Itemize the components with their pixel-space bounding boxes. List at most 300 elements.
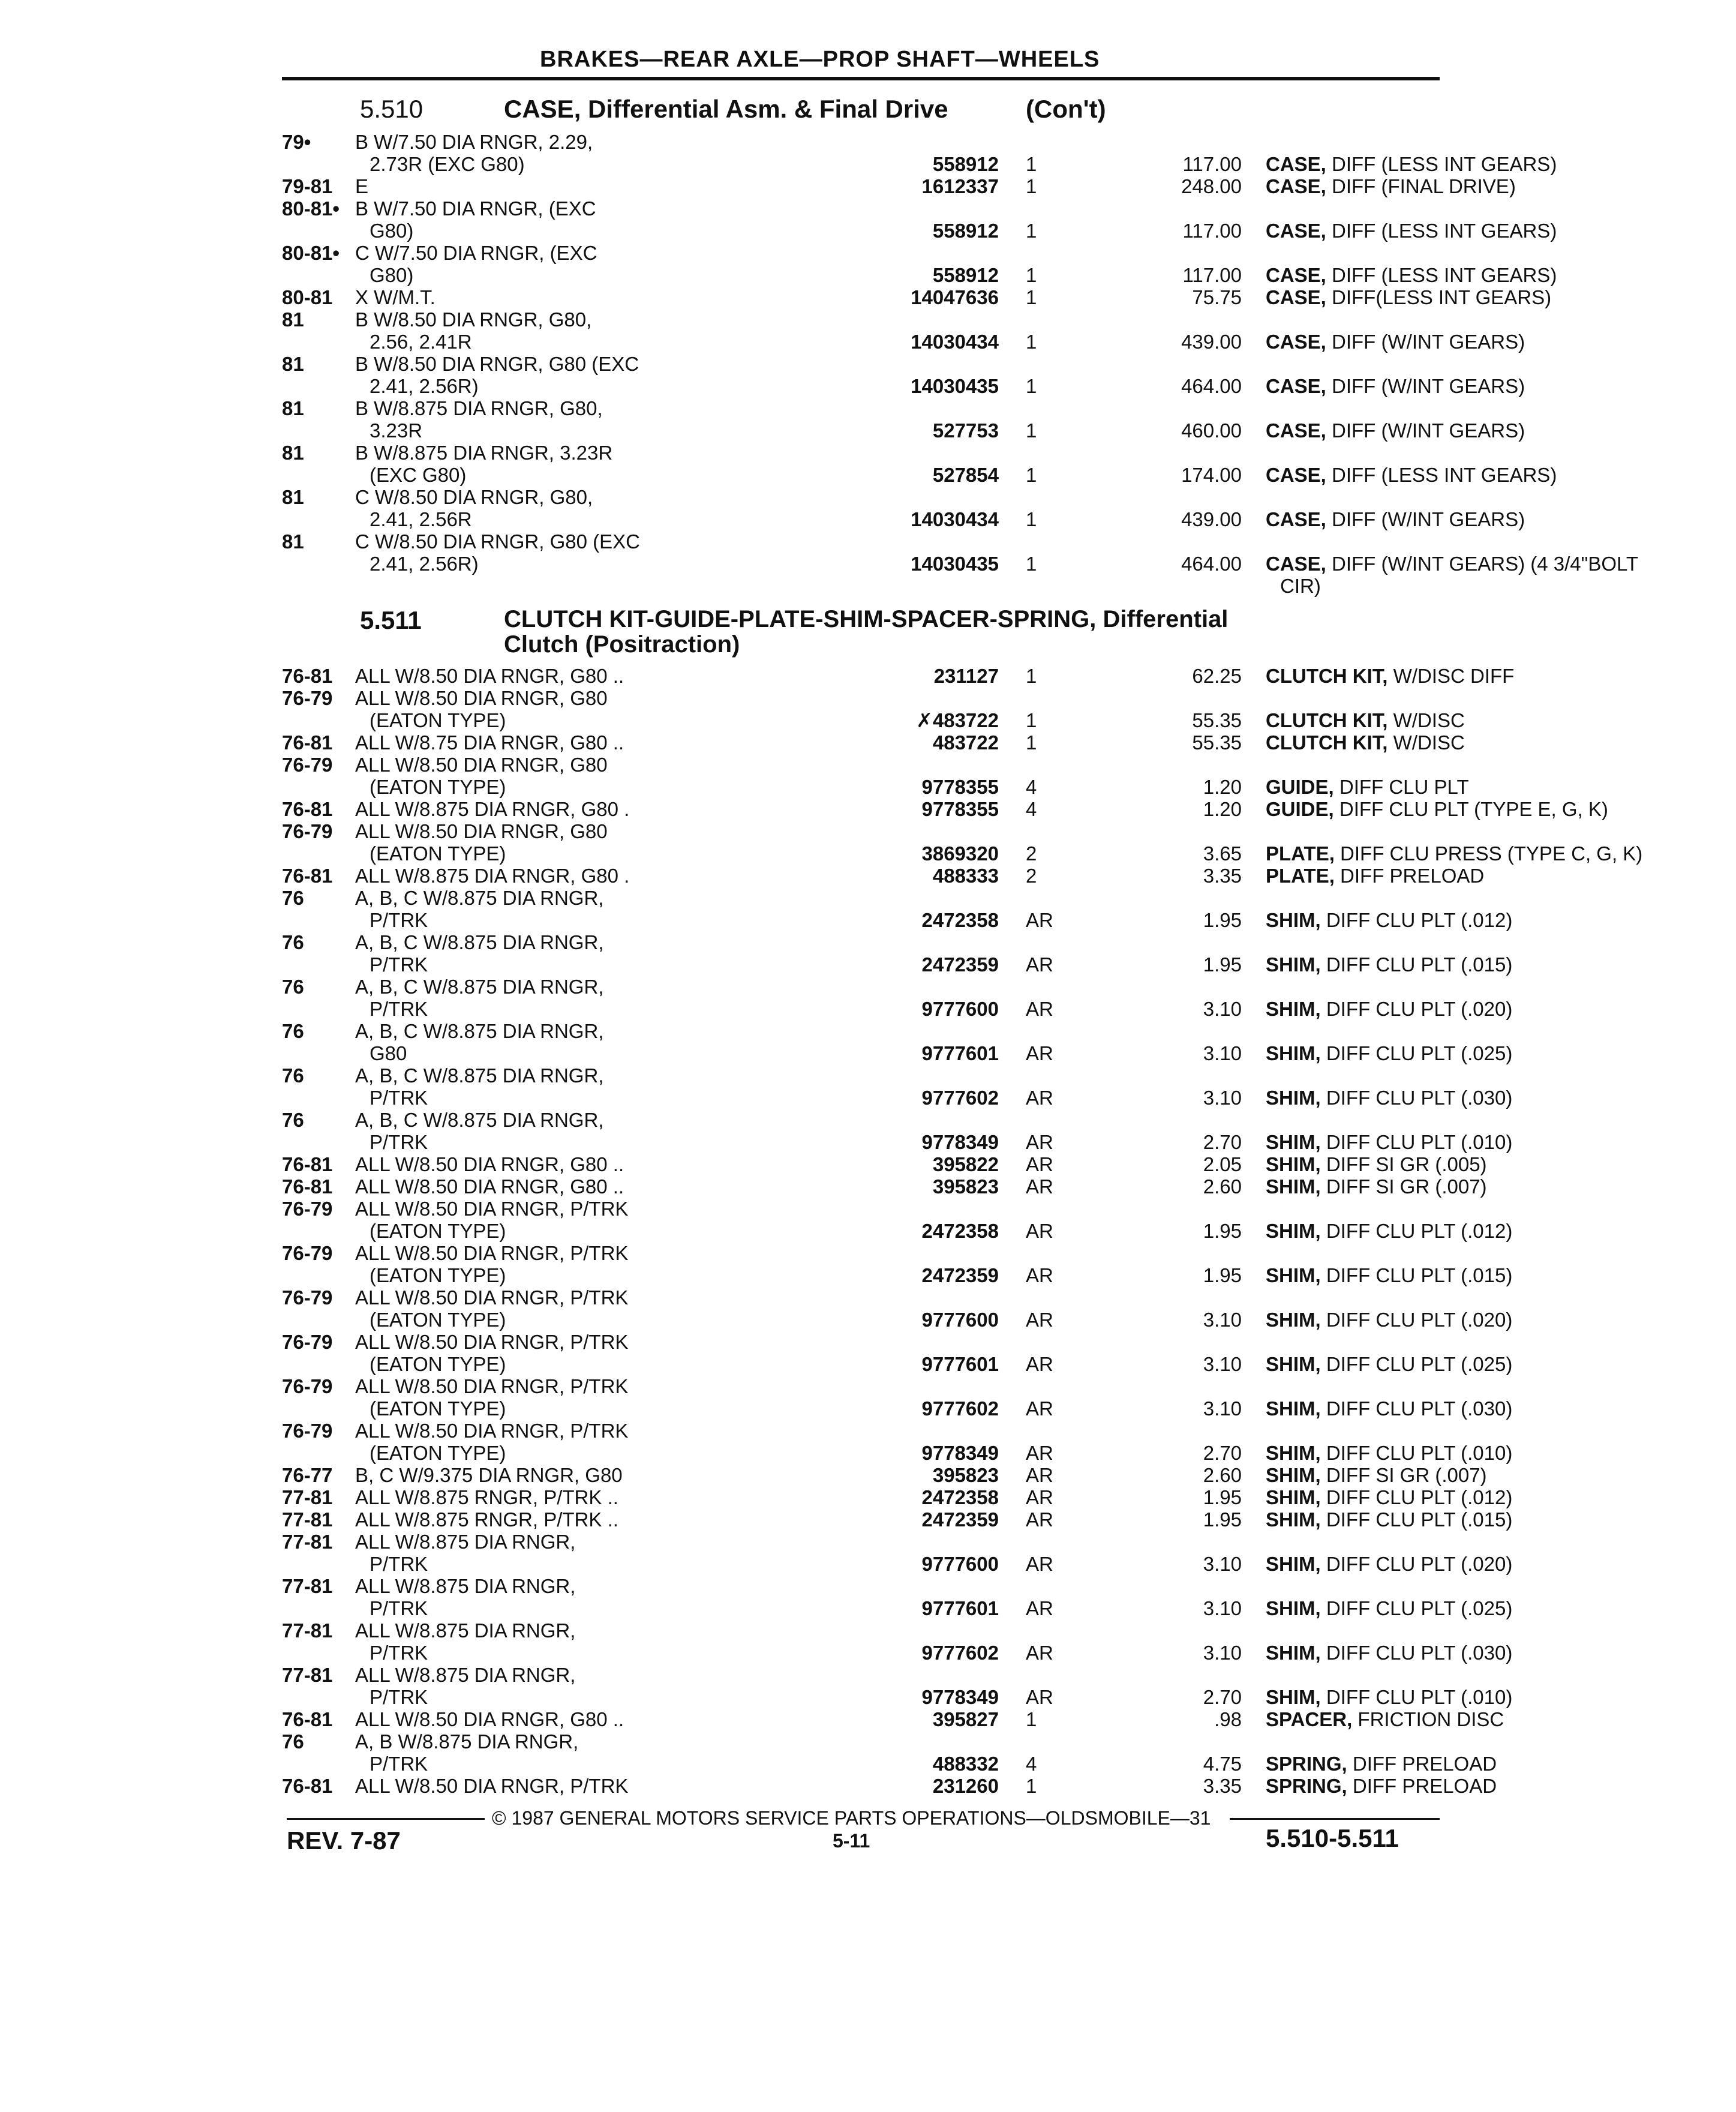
- part-number: 9777600: [921, 998, 999, 1020]
- part-description: PLATE, DIFF CLU PRESS (TYPE C, G, K): [1266, 842, 1643, 865]
- part-description-cont: CIR): [1280, 575, 1321, 597]
- quantity: 4: [1026, 798, 1037, 820]
- model-year: 76-79: [282, 1286, 333, 1309]
- price: 3.10: [1203, 1309, 1242, 1331]
- section-510-table: [282, 131, 1639, 597]
- part-description: SHIM, DIFF CLU PLT (.030): [1266, 1642, 1513, 1664]
- model-year: 77-81: [282, 1619, 333, 1642]
- part-description: GUIDE, DIFF CLU PLT (TYPE E, G, K): [1266, 798, 1608, 820]
- part-description: CASE, DIFF (FINAL DRIVE): [1266, 175, 1516, 197]
- table-row: [282, 1064, 1513, 1109]
- model-description: A, B, C W/8.875 DIA RNGR,: [355, 1020, 604, 1042]
- part-description: CASE, DIFF (LESS INT GEARS): [1266, 220, 1557, 242]
- table-row: [282, 131, 1557, 175]
- model-description-cont: (EATON TYPE): [370, 1309, 506, 1331]
- quantity: 1: [1026, 375, 1037, 397]
- table-row: [282, 530, 1639, 597]
- price: 55.35: [1192, 709, 1242, 731]
- model-description-cont: P/TRK: [370, 1553, 428, 1575]
- part-description: GUIDE, DIFF CLU PLT: [1266, 776, 1469, 798]
- model-year: 79•: [282, 131, 311, 153]
- table-row: [282, 1708, 1504, 1730]
- model-description: C W/7.50 DIA RNGR, (EXC: [355, 242, 597, 264]
- model-year: 76: [282, 1020, 304, 1042]
- table-row: [282, 931, 1513, 976]
- table-row: [282, 1020, 1513, 1064]
- quantity: AR: [1026, 1353, 1053, 1375]
- table-row: [282, 286, 1552, 308]
- quantity: 1: [1026, 553, 1037, 575]
- part-number: 3869320: [921, 842, 999, 865]
- table-row: [282, 976, 1513, 1020]
- section-510-number: 5.510: [360, 95, 424, 123]
- model-year: 76-79: [282, 754, 333, 776]
- table-row: [282, 1109, 1513, 1153]
- part-description: CASE, DIFF(LESS INT GEARS): [1266, 286, 1552, 308]
- price: 1.95: [1203, 909, 1242, 931]
- quantity: AR: [1026, 1131, 1053, 1153]
- quantity: 1: [1026, 286, 1037, 308]
- price: 2.05: [1203, 1153, 1242, 1175]
- part-number: 9778349: [921, 1131, 999, 1153]
- price: 1.20: [1203, 776, 1242, 798]
- quantity: AR: [1026, 909, 1053, 931]
- section-510-title: CASE, Differential Asm. & Final Drive: [504, 95, 948, 123]
- table-row: [282, 353, 1525, 397]
- model-description-cont: P/TRK: [370, 1753, 428, 1775]
- price: 3.10: [1203, 1087, 1242, 1109]
- part-number: 395827: [932, 1708, 999, 1730]
- table-row: [282, 442, 1557, 486]
- quantity: 1: [1026, 731, 1037, 754]
- model-description: B W/8.50 DIA RNGR, G80,: [355, 308, 592, 331]
- table-row: [282, 1508, 1513, 1531]
- part-number: 9778349: [921, 1686, 999, 1708]
- table-row: [282, 1375, 1513, 1420]
- table-row: [282, 197, 1557, 242]
- model-description-cont: (EATON TYPE): [370, 1220, 506, 1242]
- quantity: 1: [1026, 153, 1037, 175]
- quantity: AR: [1026, 1153, 1053, 1175]
- model-description: ALL W/8.50 DIA RNGR, G80 ..: [355, 1153, 624, 1175]
- part-number: 9778355: [921, 798, 999, 820]
- quantity: 1: [1026, 264, 1037, 286]
- model-year: 76-81: [282, 865, 333, 887]
- price: 2.70: [1203, 1131, 1242, 1153]
- model-description: ALL W/8.50 DIA RNGR, P/TRK: [355, 1375, 629, 1397]
- model-year: 81: [282, 353, 304, 375]
- price: 3.10: [1203, 1553, 1242, 1575]
- price: 55.35: [1192, 731, 1242, 754]
- part-description: SHIM, DIFF CLU PLT (.025): [1266, 1597, 1513, 1619]
- model-year: 76-81: [282, 1708, 333, 1730]
- table-row: [282, 754, 1469, 798]
- price: 464.00: [1181, 375, 1242, 397]
- model-description: ALL W/8.875 DIA RNGR,: [355, 1619, 576, 1642]
- table-row: [282, 1464, 1487, 1486]
- price: 174.00: [1181, 464, 1242, 486]
- model-description: ALL W/8.875 DIA RNGR,: [355, 1575, 576, 1597]
- part-number: 9777600: [921, 1309, 999, 1331]
- model-description-cont: (EATON TYPE): [370, 1397, 506, 1420]
- part-description: SHIM, DIFF CLU PLT (.025): [1266, 1042, 1513, 1064]
- quantity: 1: [1026, 709, 1037, 731]
- part-description: SHIM, DIFF CLU PLT (.015): [1266, 953, 1513, 976]
- model-description: ALL W/8.50 DIA RNGR, G80 ..: [355, 665, 624, 687]
- model-year: 76-79: [282, 1331, 333, 1353]
- model-description: ALL W/8.50 DIA RNGR, P/TRK: [355, 1198, 629, 1220]
- model-year: 76: [282, 1064, 304, 1087]
- quantity: AR: [1026, 998, 1053, 1020]
- table-row: [282, 1575, 1513, 1619]
- model-description: ALL W/8.875 RNGR, P/TRK ..: [355, 1508, 618, 1531]
- model-year: 77-81: [282, 1508, 333, 1531]
- part-description: CLUTCH KIT, W/DISC: [1266, 731, 1465, 754]
- price: 3.10: [1203, 1642, 1242, 1664]
- part-description: SHIM, DIFF CLU PLT (.012): [1266, 1220, 1513, 1242]
- model-year: 76-81: [282, 1175, 333, 1198]
- part-number: ✗483722: [916, 709, 999, 731]
- model-year: 76: [282, 931, 304, 953]
- section-reference: 5.510-5.511: [1266, 1824, 1399, 1852]
- quantity: AR: [1026, 1309, 1053, 1331]
- table-row: [282, 1730, 1497, 1775]
- table-row: [282, 687, 1465, 731]
- part-description: SHIM, DIFF CLU PLT (.015): [1266, 1264, 1513, 1286]
- quantity: AR: [1026, 1597, 1053, 1619]
- part-description: SHIM, DIFF CLU PLT (.030): [1266, 1087, 1513, 1109]
- part-number: 2472358: [921, 1220, 999, 1242]
- part-number: 2472359: [921, 953, 999, 976]
- price: 117.00: [1182, 264, 1242, 286]
- footer-rule-left: [287, 1818, 485, 1820]
- model-description: ALL W/8.50 DIA RNGR, G80: [355, 754, 608, 776]
- model-description-cont: (EXC G80): [370, 464, 467, 486]
- quantity: 4: [1026, 1753, 1037, 1775]
- part-description: CASE, DIFF (W/INT GEARS) (4 3/4"BOLT: [1266, 553, 1639, 575]
- page-number: 5-11: [833, 1830, 870, 1852]
- model-description-cont: (EATON TYPE): [370, 1353, 506, 1375]
- price: 3.10: [1203, 1042, 1242, 1064]
- table-row: [282, 308, 1525, 353]
- model-description: A, B, C W/8.875 DIA RNGR,: [355, 887, 604, 909]
- table-row: [282, 175, 1516, 197]
- part-number: 9777602: [921, 1642, 999, 1664]
- price: 117.00: [1182, 153, 1242, 175]
- price: .98: [1214, 1708, 1242, 1730]
- part-number: 14030435: [911, 553, 999, 575]
- quantity: 1: [1026, 665, 1037, 687]
- table-row: [282, 242, 1557, 286]
- model-year: 76-77: [282, 1464, 333, 1486]
- table-row: [282, 1286, 1513, 1331]
- model-description-cont: P/TRK: [370, 953, 428, 976]
- model-description: ALL W/8.875 DIA RNGR, G80 .: [355, 798, 630, 820]
- table-row: [282, 397, 1525, 442]
- price: 1.20: [1203, 798, 1242, 820]
- table-row: [282, 1242, 1513, 1286]
- part-description: SHIM, DIFF SI GR (.005): [1266, 1153, 1487, 1175]
- model-description: A, B, C W/8.875 DIA RNGR,: [355, 976, 604, 998]
- table-row: [282, 1153, 1487, 1175]
- model-description-cont: P/TRK: [370, 1597, 428, 1619]
- model-year: 76-81: [282, 1775, 333, 1797]
- part-description: SHIM, DIFF CLU PLT (.020): [1266, 998, 1513, 1020]
- part-number: 231260: [932, 1775, 999, 1797]
- price: 2.70: [1203, 1442, 1242, 1464]
- price: 2.70: [1203, 1686, 1242, 1708]
- running-title: BRAKES—REAR AXLE—PROP SHAFT—WHEELS: [540, 47, 1100, 72]
- part-description: CLUTCH KIT, W/DISC: [1266, 709, 1465, 731]
- price: 117.00: [1182, 220, 1242, 242]
- part-description: SHIM, DIFF CLU PLT (.020): [1266, 1553, 1513, 1575]
- part-number: 2472358: [921, 1486, 999, 1508]
- model-description: C W/8.50 DIA RNGR, G80 (EXC: [355, 530, 640, 553]
- part-number: 1612337: [921, 175, 999, 197]
- table-row: [282, 820, 1643, 865]
- model-year: 76-79: [282, 1375, 333, 1397]
- part-description: SHIM, DIFF CLU PLT (.012): [1266, 909, 1513, 931]
- model-description: C W/8.50 DIA RNGR, G80,: [355, 486, 593, 508]
- footer-rule-right: [1230, 1818, 1440, 1820]
- quantity: AR: [1026, 1397, 1053, 1420]
- part-description: CASE, DIFF (W/INT GEARS): [1266, 331, 1525, 353]
- part-description: CASE, DIFF (LESS INT GEARS): [1266, 464, 1557, 486]
- price: 2.60: [1203, 1175, 1242, 1198]
- quantity: 2: [1026, 865, 1037, 887]
- part-number: 558912: [932, 153, 999, 175]
- model-year: 81: [282, 442, 304, 464]
- model-year: 76: [282, 1730, 304, 1753]
- quantity: 1: [1026, 464, 1037, 486]
- quantity: AR: [1026, 1264, 1053, 1286]
- part-number: 9777601: [921, 1597, 999, 1619]
- model-description-cont: P/TRK: [370, 1087, 428, 1109]
- model-description: A, B, C W/8.875 DIA RNGR,: [355, 931, 604, 953]
- quantity: 2: [1026, 842, 1037, 865]
- model-description: B, C W/9.375 DIA RNGR, G80: [355, 1464, 623, 1486]
- part-number: 9777602: [921, 1397, 999, 1420]
- model-description: B W/8.875 DIA RNGR, 3.23R: [355, 442, 613, 464]
- model-description-cont: G80): [370, 220, 414, 242]
- part-number: 558912: [932, 264, 999, 286]
- table-row: [282, 1486, 1513, 1508]
- price: 2.60: [1203, 1464, 1242, 1486]
- part-number: 9778349: [921, 1442, 999, 1464]
- price: 3.65: [1203, 842, 1242, 865]
- table-row: [282, 1531, 1513, 1575]
- part-number: 9777602: [921, 1087, 999, 1109]
- part-number: 558912: [932, 220, 999, 242]
- price: 1.95: [1203, 1486, 1242, 1508]
- model-description: B W/7.50 DIA RNGR, 2.29,: [355, 131, 593, 153]
- price: 439.00: [1181, 331, 1242, 353]
- model-year: 77-81: [282, 1575, 333, 1597]
- part-description: SHIM, DIFF SI GR (.007): [1266, 1464, 1487, 1486]
- part-description: CASE, DIFF (LESS INT GEARS): [1266, 264, 1557, 286]
- part-description: SHIM, DIFF CLU PLT (.020): [1266, 1309, 1513, 1331]
- model-description-cont: P/TRK: [370, 998, 428, 1020]
- section-510-cont: (Con't): [1026, 95, 1106, 123]
- quantity: 1: [1026, 508, 1037, 530]
- model-description: ALL W/8.50 DIA RNGR, P/TRK: [355, 1286, 629, 1309]
- price: 75.75: [1192, 286, 1242, 308]
- table-row: [282, 1664, 1513, 1708]
- price: 3.35: [1203, 865, 1242, 887]
- model-description-cont: 2.73R (EXC G80): [370, 153, 525, 175]
- model-year: 76-81: [282, 798, 333, 820]
- part-number: 395822: [932, 1153, 999, 1175]
- model-description-cont: 2.56, 2.41R: [370, 331, 472, 353]
- model-year: 76-79: [282, 820, 333, 842]
- model-description: X W/M.T.: [355, 286, 435, 308]
- part-number: 9777600: [921, 1553, 999, 1575]
- model-year: 76: [282, 976, 304, 998]
- part-description: SHIM, DIFF SI GR (.007): [1266, 1175, 1487, 1198]
- quantity: AR: [1026, 1642, 1053, 1664]
- model-year: 81: [282, 530, 304, 553]
- quantity: AR: [1026, 1508, 1053, 1531]
- table-row: [282, 865, 1485, 887]
- header-rule: [282, 77, 1440, 80]
- part-description: CASE, DIFF (W/INT GEARS): [1266, 508, 1525, 530]
- table-row: [282, 1198, 1513, 1242]
- price: 439.00: [1181, 508, 1242, 530]
- model-year: 76-79: [282, 1198, 333, 1220]
- model-description: ALL W/8.875 RNGR, P/TRK ..: [355, 1486, 618, 1508]
- model-description-cont: P/TRK: [370, 909, 428, 931]
- section-511-title-line2: Clutch (Positraction): [504, 631, 740, 658]
- part-number: 14030434: [911, 331, 999, 353]
- price: 1.95: [1203, 1508, 1242, 1531]
- table-row: [282, 798, 1608, 820]
- model-description: B W/8.875 DIA RNGR, G80,: [355, 397, 603, 419]
- part-description: SHIM, DIFF CLU PLT (.010): [1266, 1686, 1513, 1708]
- model-year: 77-81: [282, 1486, 333, 1508]
- price: 460.00: [1181, 419, 1242, 442]
- table-row: [282, 1775, 1497, 1797]
- part-number: 2472359: [921, 1508, 999, 1531]
- model-description: ALL W/8.75 DIA RNGR, G80 ..: [355, 731, 624, 754]
- model-year: 77-81: [282, 1664, 333, 1686]
- part-number: 527854: [932, 464, 999, 486]
- model-description: ALL W/8.50 DIA RNGR, G80: [355, 820, 608, 842]
- part-number: 9777601: [921, 1042, 999, 1064]
- part-description: CASE, DIFF (W/INT GEARS): [1266, 419, 1525, 442]
- part-number: 395823: [932, 1464, 999, 1486]
- model-description-cont: (EATON TYPE): [370, 709, 506, 731]
- model-description-cont: 2.41, 2.56R): [370, 375, 479, 397]
- part-description: SHIM, DIFF CLU PLT (.030): [1266, 1397, 1513, 1420]
- model-description-cont: G80): [370, 264, 414, 286]
- price: 1.95: [1203, 1264, 1242, 1286]
- section-511-table: [282, 665, 1643, 1797]
- model-description: A, B W/8.875 DIA RNGR,: [355, 1730, 579, 1753]
- price: 3.10: [1203, 998, 1242, 1020]
- part-description: CLUTCH KIT, W/DISC DIFF: [1266, 665, 1515, 687]
- model-description: ALL W/8.50 DIA RNGR, P/TRK: [355, 1242, 629, 1264]
- table-row: [282, 731, 1465, 754]
- model-description: ALL W/8.50 DIA RNGR, P/TRK: [355, 1420, 629, 1442]
- quantity: AR: [1026, 953, 1053, 976]
- part-description: SPRING, DIFF PRELOAD: [1266, 1753, 1497, 1775]
- copyright: © 1987 GENERAL MOTORS SERVICE PARTS OPERATIONS—OLDSMOBILE—31: [492, 1807, 1211, 1829]
- quantity: 1: [1026, 331, 1037, 353]
- table-row: [282, 1331, 1513, 1375]
- price: 248.00: [1181, 175, 1242, 197]
- price: 4.75: [1203, 1753, 1242, 1775]
- quantity: 1: [1026, 419, 1037, 442]
- model-description: ALL W/8.50 DIA RNGR, P/TRK: [355, 1331, 629, 1353]
- part-description: PLATE, DIFF PRELOAD: [1266, 865, 1485, 887]
- price: 1.95: [1203, 1220, 1242, 1242]
- price: 3.10: [1203, 1597, 1242, 1619]
- model-year: 81: [282, 397, 304, 419]
- table-row: [282, 887, 1513, 931]
- table-row: [282, 1619, 1513, 1664]
- part-description: SHIM, DIFF CLU PLT (.010): [1266, 1442, 1513, 1464]
- section-511-number: 5.511: [360, 606, 422, 634]
- model-description-cont: 2.41, 2.56R: [370, 508, 472, 530]
- section-511-title: CLUTCH KIT-GUIDE-PLATE-SHIM-SPACER-SPRING, Differential: [504, 606, 1229, 632]
- model-year: 76-79: [282, 1420, 333, 1442]
- part-number: 395823: [932, 1175, 999, 1198]
- price: 3.10: [1203, 1353, 1242, 1375]
- price: 3.10: [1203, 1397, 1242, 1420]
- revision: REV. 7-87: [287, 1826, 401, 1855]
- price: 62.25: [1192, 665, 1242, 687]
- quantity: AR: [1026, 1686, 1053, 1708]
- model-description-cont: G80: [370, 1042, 407, 1064]
- part-number: 14030435: [911, 375, 999, 397]
- part-number: 231127: [933, 665, 999, 687]
- model-description: ALL W/8.875 DIA RNGR, G80 .: [355, 865, 630, 887]
- part-description: CASE, DIFF (W/INT GEARS): [1266, 375, 1525, 397]
- model-year: 81: [282, 308, 304, 331]
- part-description: SHIM, DIFF CLU PLT (.015): [1266, 1508, 1513, 1531]
- model-year: 76: [282, 887, 304, 909]
- model-description: ALL W/8.50 DIA RNGR, G80 ..: [355, 1708, 624, 1730]
- model-description-cont: (EATON TYPE): [370, 1264, 506, 1286]
- model-description-cont: 3.23R: [370, 419, 423, 442]
- model-description: E: [355, 175, 369, 197]
- part-number: 9778355: [921, 776, 999, 798]
- model-description: A, B, C W/8.875 DIA RNGR,: [355, 1064, 604, 1087]
- model-description-cont: P/TRK: [370, 1642, 428, 1664]
- part-number: 14030434: [911, 508, 999, 530]
- quantity: AR: [1026, 1220, 1053, 1242]
- price: 3.35: [1203, 1775, 1242, 1797]
- model-year: 76-81: [282, 1153, 333, 1175]
- part-number: 488332: [932, 1753, 999, 1775]
- part-description: SPACER, FRICTION DISC: [1266, 1708, 1504, 1730]
- model-description: ALL W/8.50 DIA RNGR, G80 ..: [355, 1175, 624, 1198]
- part-number: 2472359: [921, 1264, 999, 1286]
- part-number: 488333: [932, 865, 999, 887]
- model-year: 80-81•: [282, 197, 340, 220]
- model-year: 79-81: [282, 175, 333, 197]
- part-description: SPRING, DIFF PRELOAD: [1266, 1775, 1497, 1797]
- part-number: 14047636: [911, 286, 999, 308]
- model-description-cont: (EATON TYPE): [370, 842, 506, 865]
- price: 1.95: [1203, 953, 1242, 976]
- quantity: 4: [1026, 776, 1037, 798]
- model-year: 76-79: [282, 687, 333, 709]
- model-description-cont: P/TRK: [370, 1131, 428, 1153]
- model-year: 76-79: [282, 1242, 333, 1264]
- quantity: 1: [1026, 1775, 1037, 1797]
- quantity: AR: [1026, 1486, 1053, 1508]
